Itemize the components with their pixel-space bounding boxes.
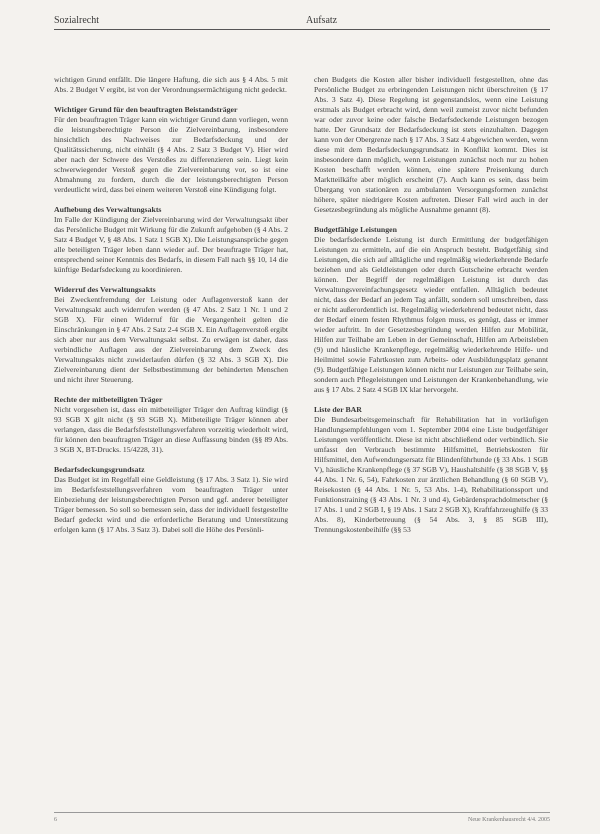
paragraph: Das Budget ist im Regelfall eine Geldleistung (§ 17 Abs. 3 Satz 1). Sie wird im Bedarfsfeststellungsverfahren vom beauftragten Träger unter Einbeziehung der leistungsberechtigten Person und ggf. anderer beteiligter Träger bemessen. So soll so bemessen sein, dass der individuell festgestellte Bedarf gedeckt wird und die erforderliche Beratung und Unterstützung erfolgen kann (§ 17 Abs. 3 Satz 3). Dabei soll die Höhe des Persönli- <box>54 475 288 534</box>
section-heading: Bedarfsdeckungsgrundsatz <box>54 465 145 474</box>
paragraph: Die bedarfsdeckende Leistung ist durch Ermittlung der budgetfähigen Leistungen zu ermitteln, auf die ein Anspruch besteht. Budgetfähig sind Leistungen, die sich auf alltägliche und regelmäßig wiederkehrende Bedarfe beziehen und als Geldleistungen oder durch Gutscheine erbracht werden können. Der Begriff der regelmäßigen Leistung ist durch das Verwaltungsvereinfachungsgesetz wieder entfallen. Alltäglich bedeutet nicht, dass der Bedarf an jedem Tag anfällt, sondern soll umschreiben, dass er nicht außerordentlich ist. Regelmäßig wiederkehrend bedeutet nicht, dass der Bedarf einem festen Rhythmus folgen muss, es genügt, dass er immer wieder auftritt. In der Gesetzesbegründung werden Hilfen zur Mobilität, Hilfen zur Teilhabe am Leben in der Gemeinschaft, Hilfen am Arbeitsleben (9) und häusliche Krankenpflege, regelmäßig wiederkehrende Hilfe- und Heilmittel sowie Fahrtkosten zum Arbeits- oder Ausbildungsplatz genannt (9). Budgetfähige Leistungen können nicht nur Leistungen zur Teilhabe sein, sondern auch Pflegeleistungen und Leistungen der Krankenbehandlung, wie aus § 17 Abs. 2 Satz 4 SGB IX klar hervorgeht. <box>314 235 548 394</box>
page-header <box>54 12 550 30</box>
paragraph: Die Bundesarbeitsgemeinschaft für Rehabilitation hat in vorläufigen Handlungsempfehlungen vom 1. September 2004 eine Liste budgetfähiger Leistungen veröffentlicht. Diese ist nicht abschließend oder verbindlich. Sie umfasst den Verbrauch bestimmte Hilfsmittel, Betriebskosten für Hilfsmittel, den Aufwendungsersatz für Blindenführhunde (§ 33 Abs. 1 SGB V), häusliche Krankenpflege (§ 37 SGB V), Haushaltshilfe (§ 38 SGB V, §§ 44 Abs. 1 Nr. 6, 54), Fahrkosten zur ärztlichen Behandlung (§ 60 SGB V), Reisekosten (§ 44 Abs. 1 Nr. 5, 53 Abs. 1-4), Rehabilitationssport und Funktionstraining (§ 43 Abs. 1 Nr. 3 und 4), Gebärdensprachdolmetscher (§ 17 Abs. 1 und 2 SGB I, § 19 Abs. 1 Satz 2 SGB X), Kraftfahrzeughilfe (§ 33 Abs. 8), Kinderbetreuung (§ 54 Abs. 3, § 85 SGB III), Trennungskostenbeihilfe (§§ 53 <box>314 415 548 534</box>
section-heading: Rechte der mitbeteiligten Träger <box>54 395 163 404</box>
section-heading: Liste der BAR <box>314 405 362 414</box>
paragraph: wichtigen Grund entfällt. Die längere Haftung, die sich aus § 4 Abs. 5 mit Abs. 2 Budget V ergibt, ist von der Verordnungsermächtigung nicht gedeckt. <box>54 75 288 94</box>
paragraph: chen Budgets die Kosten aller bisher individuell festgestellten, ohne das Persönliche Budget zu erbringenden Leistungen nicht überschreiten (§ 17 Abs. 3 Satz 4). Diese Regelung ist gegenstandslos, wenn eine Leistung erstmals als Budget erbracht wird, denn weil zumeist zuvor nicht befunden war oder zuvor keine oder falsche Bedarfsdeckende Leistungen bezogen hatte. Der Grundsatz der Bedarfsdeckung ist stets einzuhalten. Dagegen kann von der Obergrenze nach § 17 Abs. 3 Satz 4 abgewichen werden, wenn diese mit dem Bedarfsdeckungsgrundsatz in Konflikt kommt. Dies ist insbesondere dann möglich, wenn Leistungen zunächst noch nur zu hohen Kosten beschafft werden können, eine spätere Preisenkung durch Marktteilkäfte aber möglich erscheint (7). Auch kann es sein, dass beim Übergang von stationären zu ambulanten Versorgungsformen zunächst höhere, später niedrigere Kosten auftreten. Dieser Fall wird auch in der Gesetzesbegründung als mögliche Ausnahme genannt (8). <box>314 75 548 214</box>
section-heading: Budgetfähige Leistungen <box>314 225 397 234</box>
footer-source: Neue Krankenhausrecht 4/4. 2005 <box>468 817 550 823</box>
right-column <box>314 75 548 545</box>
page-number: 6 <box>54 817 57 823</box>
paragraph: Für den beauftragten Träger kann ein wichtiger Grund dann vorliegen, wenn die leistungsberechtigte Person die Zielvereinbarung, insbesondere hinsichtlich des Nachweises zur Bedarfsdeckung und der Qualitätssicherung, nicht einhält (§ 4 Abs. 2 Satz 3 Budget V). Hier wird aber nach der Schwere des Verstoßes zu differenzieren sein. Liegt kein schwerwiegender Verstoß gegen die Zielvereinbarung vor, so ist eine Abmahnung zu fordern, durch die der leistungsberechtigten Person verdeutlicht wird, dass bei einem weiteren Verstoß eine Kündigung folgt. <box>54 115 288 194</box>
section-heading: Widerruf des Verwaltungsakts <box>54 285 156 294</box>
paragraph: Bei Zweckentfremdung der Leistung oder Auflagenverstoß kann der Verwaltungsakt auch widerrufen werden (§ 47 Abs. 2 Satz 1 Nr. 1 und 2 SGB X). Für einen Widerruf für die Vergangenheit gelten die Einschränkungen in § 47 Abs. 2 Satz 2-4 SGB X. Ein Auflagenverstoß ergibt sich aber nur aus dem Verwaltungsakt selbst. Zu erwägen ist daher, dass verbindliche Auflagen aus der Zielvereinbarung dem Zweck des Verwaltungsakts nicht zuwiderlaufen dürfen (§ 32 Abs. 3 SGB X). Die Zielvereinbarung dient der Selbstbestimmung der behinderten Menschen und nicht ihrer Steuerung. <box>54 295 288 384</box>
article-type: Aufsatz <box>306 15 338 26</box>
section-heading: Wichtiger Grund für den beauftragten Beistandsträger <box>54 105 238 114</box>
paragraph: Nicht vorgesehen ist, dass ein mitbeteiligter Träger den Auftrag kündigt (§ 93 SGB X gilt nicht (§ 93 SGB X). Mitbeteiligte Träger können aber verlangen, dass die Bedarfsfeststellungsverfahren vorzeitig wiederholt wird, für können den beauftragten Träger an diese Auffassung binden (§§ 89 Abs. 3 SGB X, BT-Drucks. 15/4228, 31). <box>54 405 288 454</box>
header-rule <box>54 29 550 30</box>
paragraph: Im Falle der Kündigung der Zielvereinbarung wird der Verwaltungsakt über das Persönliche Budget mit Wirkung für die Zukunft aufgehoben (§ 4 Abs. 2 Satz 4 Budget V, § 48 Abs. 1 Satz 1 SGB X). Die Leistungsansprüche gegen alle beteiligten Träger leben dann wieder auf. Der beauftragte Träger hat, entsprechend seiner Kenntnis des Bedarfs, in diesem Fall nach §§ 10, 14 die künftige Bedarfsdeckung zu koordinieren. <box>54 215 288 274</box>
section-heading: Aufhebung des Verwaltungsakts <box>54 205 162 214</box>
left-column <box>54 75 288 545</box>
section-title: Sozialrecht <box>54 15 99 26</box>
footer-rule <box>54 812 550 813</box>
